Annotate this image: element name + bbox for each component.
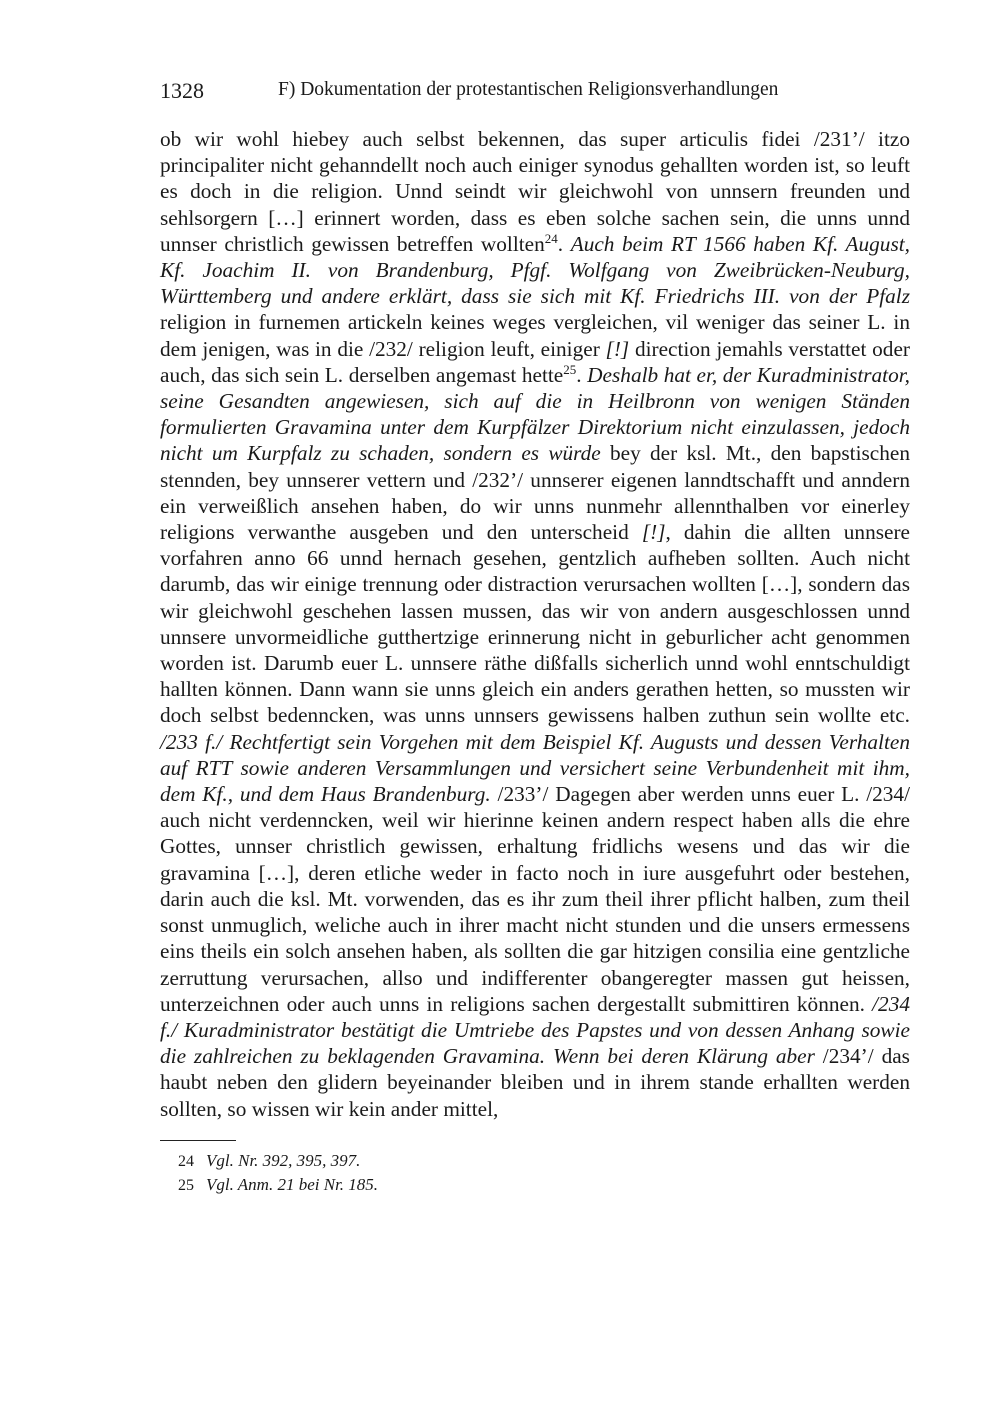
footnote-text: Vgl. Nr. 392, 395, 397. bbox=[206, 1150, 361, 1170]
text-segment: bey der ksl. Mt., den bapstischen stennden, bey unnserer vettern und /232’/ unnserer eigenen lanndtschafft und anndern ein verweißlich ansehen haben, do wir unns nunmehr allennthalben vor einerley religions verwanthe ausgeben und den unterscheid bbox=[160, 441, 910, 545]
page-number: 1328 bbox=[160, 78, 204, 103]
text-segment: /234’/ das haubt neben den glidern beyeinander bleiben und in ihrem stande erhallten werden sollten, so wissen wir kein ander mittel, bbox=[160, 1044, 910, 1121]
text-segment: ob wir wohl hiebey auch selbst bekennen, das super articulis fidei /231’/ itzo principaliter nicht gehanndellt noch auch einiger synodus gehallten worden ist, so leuft es doch in die religion. Unnd seindt wir gleichwohl von unnsern freunden und sehlsorgern […] erinnert worden, dass es eben solche sachen sein, die unns unnd unnser christlich gewissen betreffen wollten bbox=[160, 127, 910, 256]
italic-segment: [!] bbox=[641, 520, 666, 545]
footnote-number: 24 bbox=[178, 1152, 194, 1170]
footnote-ref: 25 bbox=[563, 361, 577, 377]
italic-segment: [!] bbox=[605, 336, 630, 361]
italic-segment: Auch beim RT 1566 haben Kf. August, Kf. Joachim II. von Brandenburg, Pfgf. Wolfgang von Zweibrücken-Neuburg, Württemberg und andere erklärt, dass sie sich mit Kf. Friedrichs III. von der Pfalz bbox=[160, 231, 910, 309]
italic-segment: /234 f./ Kuradministrator bestätigt die Umtriebe des Papstes und von dessen Anhang sowie die zahlreichen zu beklagenden Gravamina. Wenn bei deren Klärung aber bbox=[160, 991, 910, 1069]
text-segment: religion in furnemen artickeln keines weges vergleichen, vil weniger das seiner L. in dem jenigen, was in die /232/ religion leuft, einiger bbox=[160, 310, 910, 361]
text-segment: . bbox=[576, 362, 588, 387]
text-segment: direction jemahls verstattet oder auch, das sich sein L. derselben angemast hette bbox=[160, 336, 910, 387]
page-header bbox=[160, 78, 910, 108]
document-page bbox=[160, 78, 910, 1197]
footnote-25 bbox=[160, 1173, 910, 1197]
running-title: F) Dokumentation der protestantischen Religionsverhandlungen bbox=[278, 79, 779, 100]
text-segment: . bbox=[557, 231, 571, 256]
main-text bbox=[160, 126, 910, 1122]
text-segment: , dahin die allten unnsere vorfahren anno 66 unnd hernach gesehen, gentzlich aufheben sollten. Auch nicht darumb, das wir einige trennung oder distraction verursachen wollten […], sondern das wir gleichwohl geschehen lassen mussen, das wir von andern ausgeschlossen unnd unnsere unvormeidliche gutthertzige erinnerung nicht in geburlicher acht genommen worden ist. Darumb euer L. unnsere räthe dißfalls sicherlich unnd wohl enntschuldigt hallten können. Dann wann sie unns gleich ein anders gerathen hetten, so mussten wir doch selbst bedenncken, was unns unnsers gewissens halben zuthun sein wollte etc. bbox=[160, 520, 910, 728]
footnote-24 bbox=[160, 1149, 910, 1173]
footnote-text: Vgl. Anm. 21 bei Nr. 185. bbox=[206, 1174, 379, 1194]
footnote-rule bbox=[160, 1140, 236, 1141]
italic-segment: Deshalb hat er, der Kuradministrator, seine Gesandten angewiesen, sich auf die in Heilbronn von wenigen Ständen formulierten Gravamina unter dem Kurpfälzer Direktorium nicht einzulassen, jedoch nicht um Kurpfalz zu schaden, sondern es würde bbox=[160, 362, 910, 466]
footnote-number: 25 bbox=[178, 1176, 194, 1194]
footnotes bbox=[160, 1149, 910, 1197]
italic-segment: /233 f./ Rechtfertigt sein Vorgehen mit dem Beispiel Kf. Augusts und dessen Verhalten auf RTT sowie anderen Versammlungen und versichert seine Verbundenheit mit ihm, dem Kf., und dem Haus Brandenburg. bbox=[160, 729, 910, 807]
text-segment: /233’/ Dagegen aber werden unns euer L. /234/ auch nicht verdenncken, weil wir hierinne keinen andern respect haben alls die ehre Gottes, unnser christlich gewissen, erhaltung fridlichs wesens und das wir die gravamina […], deren etliche weder in facto noch in iure ausgefuhrt oder bestehen, darin auch die ksl. Mt. vorwenden, das es ihr zum theil ihrer pflicht halben, zum theil sonst unmuglich, weliche auch in ihrer macht nicht stunden und die unsers ermessens eins theils ein solch ansehen haben, als sollten die gar hitzigen consilia eine gentzliche zerruttung verursachen, allso und indifferenter obangeregter massen gut heissen, unterzeichnen oder auch unns in religions sachen dergestallt submittiren können. bbox=[160, 782, 910, 1016]
footnote-ref: 24 bbox=[544, 230, 558, 246]
